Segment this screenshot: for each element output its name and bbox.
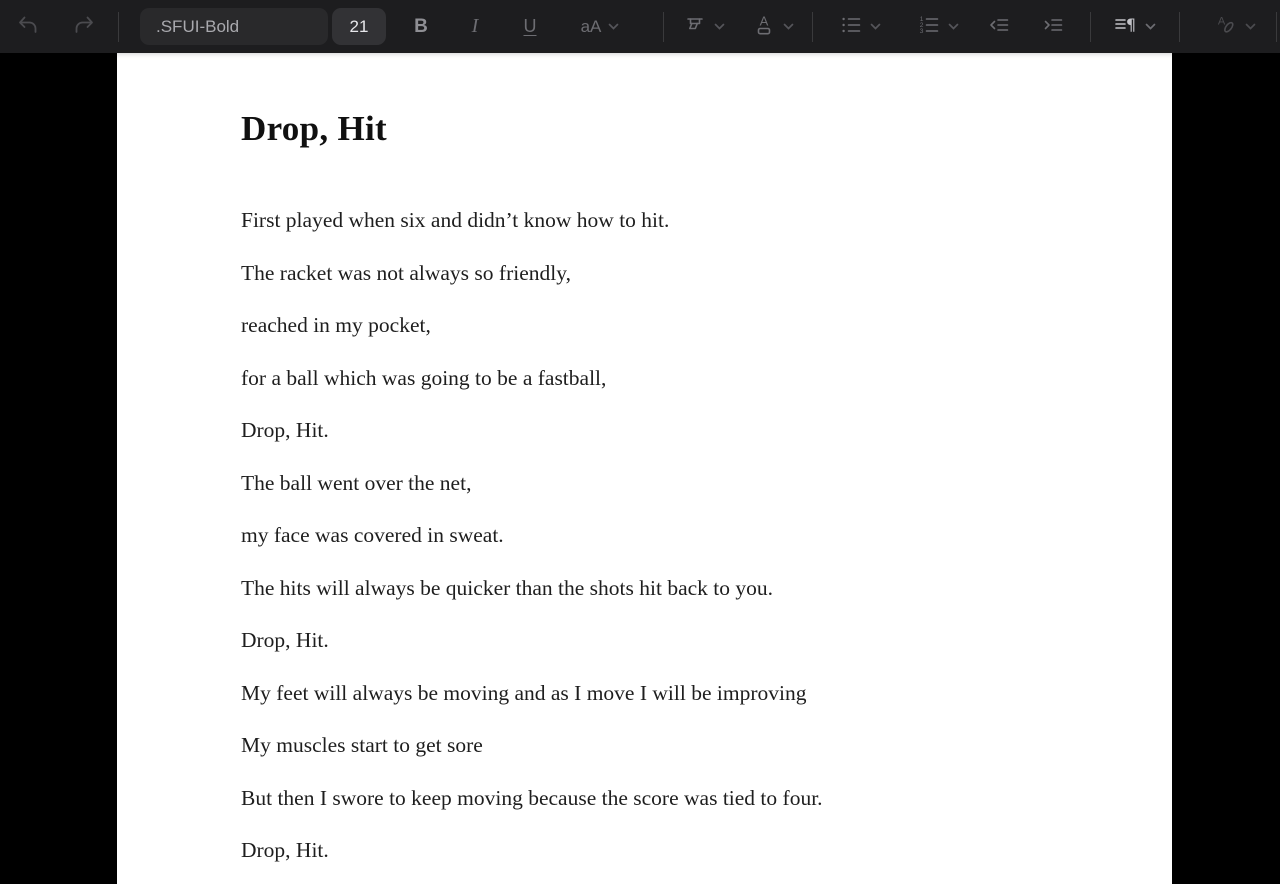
poem-line[interactable]: my face was covered in sweat. <box>241 523 504 547</box>
poem-line[interactable]: The ball went over the net, <box>241 470 472 495</box>
svg-text:¶: ¶ <box>1125 15 1137 34</box>
poem-line[interactable]: Drop, Hit. <box>241 838 329 862</box>
outdent-icon <box>987 13 1011 40</box>
document-title[interactable]: Drop, Hit <box>241 109 387 148</box>
chevron-down-icon <box>608 23 619 30</box>
toolbar-divider <box>1179 12 1180 42</box>
text-styles-button[interactable] <box>1206 7 1264 47</box>
text-styles-pen-icon <box>1214 13 1238 40</box>
indent-button[interactable] <box>1031 7 1075 47</box>
bold-button[interactable]: B <box>399 7 443 47</box>
document-canvas <box>0 53 1280 884</box>
highlighter-button[interactable] <box>672 7 736 47</box>
text-style-button[interactable] <box>565 7 635 47</box>
indent-icon <box>1041 13 1065 40</box>
poem-line[interactable]: First played when six and didn’t know how to hit. <box>241 208 670 232</box>
chevron-down-icon <box>870 23 881 30</box>
undo-icon <box>16 13 40 40</box>
font-size-field[interactable] <box>332 8 386 45</box>
formatting-toolbar <box>0 0 1280 53</box>
numbered-list-icon <box>917 13 941 40</box>
chevron-down-icon <box>714 23 725 30</box>
poem-line[interactable]: The racket was not always so friendly, <box>241 260 571 285</box>
bullet-list-icon <box>839 13 863 40</box>
font-size-value: 21 <box>349 16 369 36</box>
paragraph-format-button[interactable] <box>1105 7 1163 47</box>
font-name-value: .SFUI-Bold <box>156 16 240 36</box>
toolbar-divider <box>663 12 664 42</box>
document-page[interactable] <box>117 53 1172 884</box>
text-style-label: aA <box>580 16 602 36</box>
svg-text:1: 1 <box>919 16 924 24</box>
poem-line[interactable]: My feet will always be moving and as I move I will be improving <box>241 680 807 705</box>
toolbar-divider <box>812 12 813 42</box>
poem-line[interactable]: Drop, Hit. <box>241 418 329 442</box>
text-color-button[interactable] <box>744 7 802 47</box>
undo-button[interactable] <box>6 7 50 47</box>
svg-text:A: A <box>1217 15 1226 28</box>
poem-line[interactable]: My muscles start to get sore <box>241 733 483 757</box>
toolbar-divider <box>1276 12 1277 42</box>
paragraph-format-icon <box>1112 13 1138 40</box>
svg-text:A: A <box>759 13 769 29</box>
redo-button[interactable] <box>62 7 106 47</box>
outdent-button[interactable] <box>977 7 1021 47</box>
underline-button[interactable]: U <box>508 7 552 47</box>
highlighter-icon <box>683 13 707 40</box>
svg-text:3: 3 <box>919 28 924 36</box>
poem-line[interactable]: for a ball which was going to be a fastball, <box>241 365 607 390</box>
poem-line[interactable]: The hits will always be quicker than the shots hit back to you. <box>241 575 774 600</box>
font-name-field[interactable] <box>140 8 328 45</box>
svg-text:2: 2 <box>919 22 924 30</box>
chevron-down-icon <box>1145 23 1156 30</box>
redo-icon <box>72 13 96 40</box>
text-color-icon <box>752 13 776 40</box>
poem-line[interactable]: Drop, Hit. <box>241 628 329 652</box>
toolbar-divider <box>1090 12 1091 42</box>
poem-line[interactable]: But then I swore to keep moving because the score was tied to four. <box>241 785 823 810</box>
bullet-list-button[interactable] <box>829 7 891 47</box>
chevron-down-icon <box>1245 23 1256 30</box>
italic-button[interactable]: I <box>453 7 497 47</box>
poem-line[interactable]: reached in my pocket, <box>241 313 431 337</box>
chevron-down-icon <box>783 23 794 30</box>
toolbar-divider <box>118 12 119 42</box>
document-body <box>241 194 1112 877</box>
chevron-down-icon <box>948 23 959 30</box>
numbered-list-button[interactable] <box>907 7 969 47</box>
